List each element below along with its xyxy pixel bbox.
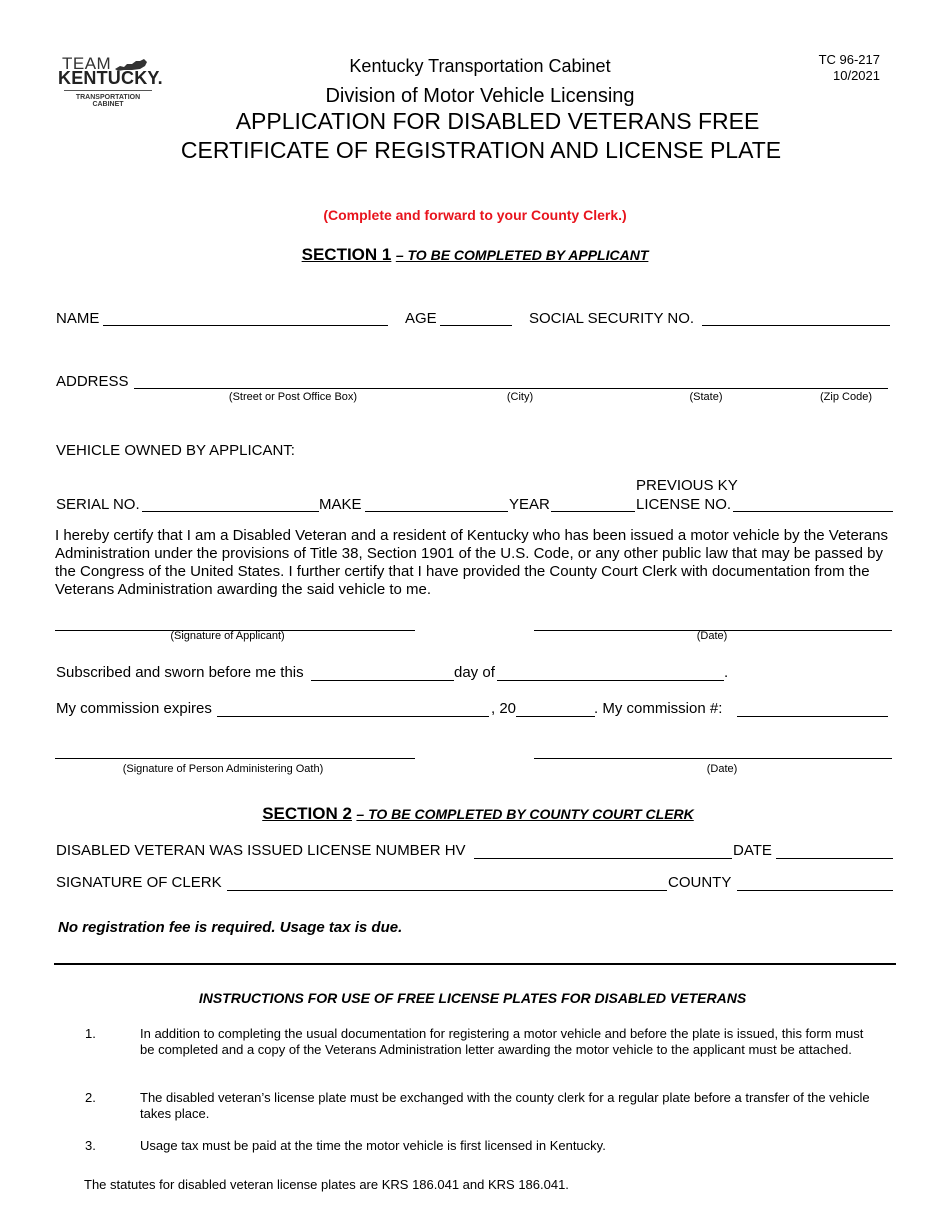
- agency-name: Kentucky Transportation Cabinet: [349, 56, 611, 76]
- clerk-signature-field[interactable]: [227, 890, 667, 891]
- ssn-label: SOCIAL SECURITY NO.: [529, 310, 695, 327]
- name-field[interactable]: [103, 325, 388, 326]
- applicant-signature-caption: (Signature of Applicant): [170, 630, 285, 642]
- caption-zip: (Zip Code): [820, 391, 872, 403]
- form-title-line-2: CERTIFICATE OF REGISTRATION AND LICENSE PLATE: [180, 137, 782, 163]
- clerk-signature-label: SIGNATURE OF CLERK: [56, 874, 222, 891]
- section-1-subtitle: – TO BE COMPLETED BY APPLICANT: [395, 247, 649, 263]
- instruction-3-text: Usage tax must be paid at the time the motor vehicle is first licensed in Kentucky.: [140, 1138, 606, 1153]
- statutes-note: The statutes for disabled veteran license plates are KRS 186.041 and KRS 186.041.: [84, 1177, 569, 1192]
- age-label: AGE: [405, 310, 437, 327]
- oath-date-caption: (Date): [706, 763, 738, 775]
- form-number: TC 96-217: [818, 52, 880, 67]
- logo-team-text: TEAM: [62, 54, 112, 73]
- section-2-heading: [0, 804, 950, 824]
- applicant-date-caption: (Date): [696, 630, 728, 642]
- issued-license-label: DISABLED VETERAN WAS ISSUED LICENSE NUMBER HV: [56, 842, 466, 859]
- county-label: COUNTY: [668, 874, 732, 891]
- instructions-title: INSTRUCTIONS FOR USE OF FREE LICENSE PLATES FOR DISABLED VETERANS: [198, 990, 747, 1006]
- certification-text: I hereby certify that I am a Disabled Veteran and a resident of Kentucky who has been issued a motor vehicle by the Veterans Administration under the provisions of Title 38, Section 1901 of the U.S. Code, or any other public law that may be passed by the Congress of the United States. I further certify that I have provided the County Court Clerk with documentation from the Veterans Administration awarding the said vehicle to me.: [55, 527, 888, 598]
- name-label: NAME: [56, 310, 100, 327]
- logo-kentucky-text: KENTUCKY.: [58, 68, 163, 88]
- clerk-date-label: DATE: [733, 842, 772, 859]
- clerk-date-field[interactable]: [776, 858, 893, 859]
- prev-license-label-2: LICENSE NO.: [636, 496, 732, 513]
- subscribed-period: .: [724, 664, 729, 681]
- commission-year-field[interactable]: [516, 716, 595, 717]
- forward-note: (Complete and forward to your County Clerk.): [323, 207, 627, 223]
- make-field[interactable]: [365, 511, 508, 512]
- commission-number-field[interactable]: [737, 716, 888, 717]
- subscribed-month-field[interactable]: [497, 680, 724, 681]
- serial-no-label: SERIAL NO.: [56, 496, 140, 513]
- issued-license-field[interactable]: [474, 858, 732, 859]
- ssn-field[interactable]: [702, 325, 890, 326]
- logo-sub-1: TRANSPORTATION: [75, 94, 141, 101]
- oath-date-field[interactable]: [534, 758, 892, 759]
- address-label: ADDRESS: [56, 373, 129, 390]
- age-field[interactable]: [440, 325, 512, 326]
- division-name: Division of Motor Vehicle Licensing: [325, 85, 635, 107]
- oath-signature-caption: (Signature of Person Administering Oath): [122, 763, 324, 775]
- day-of-label: day of: [454, 664, 495, 681]
- instruction-2-text: The disabled veteran’s license plate must be exchanged with the county clerk for a regular plate before a transfer of the vehicle takes place.: [140, 1090, 870, 1121]
- section-1-heading: [0, 245, 950, 265]
- instruction-2-number: 2.: [85, 1090, 96, 1105]
- commission-expires-label: My commission expires: [56, 700, 212, 717]
- caption-city: (City): [506, 391, 534, 403]
- section-2-title: SECTION 2: [262, 804, 352, 823]
- year-field[interactable]: [551, 511, 635, 512]
- subscribed-label: Subscribed and sworn before me this: [56, 664, 304, 681]
- section-divider: [54, 963, 896, 965]
- year-label: YEAR: [509, 496, 550, 513]
- county-field[interactable]: [737, 890, 893, 891]
- serial-no-field[interactable]: [142, 511, 319, 512]
- vehicle-owned-label: VEHICLE OWNED BY APPLICANT:: [56, 442, 295, 459]
- caption-state: (State): [689, 391, 723, 403]
- caption-street: (Street or Post Office Box): [228, 391, 358, 403]
- prev-license-label-1: PREVIOUS KY: [636, 477, 738, 494]
- commission-expires-field[interactable]: [217, 716, 489, 717]
- oath-signature-field[interactable]: [55, 758, 415, 759]
- instruction-3-number: 3.: [85, 1138, 96, 1153]
- fee-note: No registration fee is required. Usage tax is due.: [58, 919, 403, 936]
- prev-license-field[interactable]: [733, 511, 893, 512]
- instruction-1-text: In addition to completing the usual documentation for registering a motor vehicle and before the plate is issued, this form must be completed and a copy of the Veterans Administration letter awarding the motor vehicle to the applicant must be attached.: [140, 1026, 864, 1057]
- logo-sub-2: CABINET: [92, 101, 124, 108]
- form-revision-date: 10/2021: [833, 68, 880, 83]
- subscribed-day-field[interactable]: [311, 680, 454, 681]
- commission-year-prefix: , 20: [491, 700, 517, 717]
- instruction-1-number: 1.: [85, 1026, 96, 1041]
- section-2-subtitle: – TO BE COMPLETED BY COUNTY COURT CLERK: [356, 806, 694, 822]
- address-field[interactable]: [134, 388, 888, 389]
- commission-number-label: . My commission #:: [594, 700, 723, 717]
- section-1-title: SECTION 1: [301, 245, 392, 264]
- form-title-line-1: APPLICATION FOR DISABLED VETERANS FREE: [235, 108, 760, 134]
- make-label: MAKE: [319, 496, 362, 513]
